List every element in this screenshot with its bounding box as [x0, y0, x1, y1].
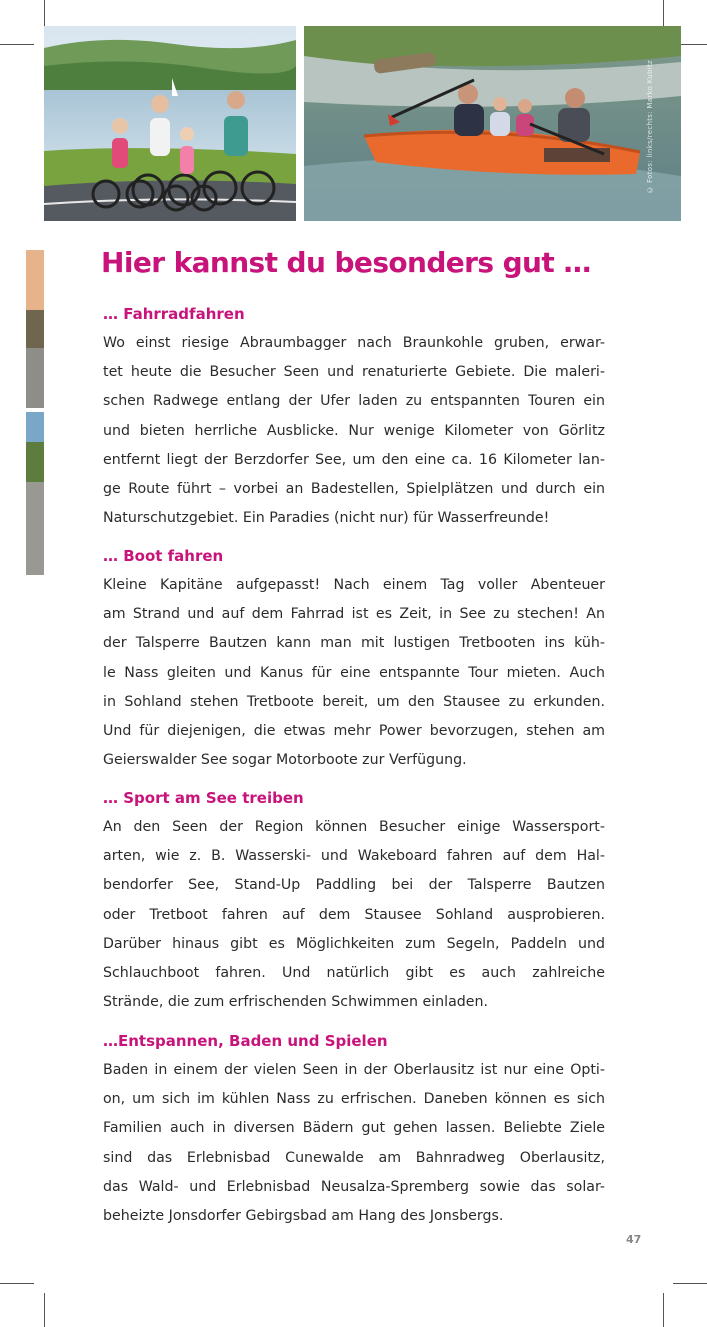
body-text-line: am Strand und auf dem Fahrrad ist es Zeit, in See zu stechen! An — [103, 606, 605, 623]
body-text-line: Wo einst riesige Abraumbagger nach Braunkohle gruben, erwar- — [103, 335, 605, 351]
article-section — [103, 542, 605, 775]
section-heading: …Entspannen, Baden und Spielen — [103, 1032, 388, 1050]
section-heading: … Boot fahren — [103, 547, 224, 565]
crop-mark — [44, 1293, 45, 1327]
body-text-line: An den Seen der Region können Besucher einige Wassersport- — [103, 819, 605, 835]
body-text-line: entfernt liegt der Berzdorfer See, um den eine ca. 16 Kilometer lan- — [103, 451, 605, 468]
body-text-line: Kleine Kapitäne aufgepasst! Nach einem Tag voller Abenteuer — [103, 577, 605, 593]
article-section — [103, 300, 605, 533]
body-text-line: beheizte Jonsdorfer Gebirgsbad am Hang des Jonsbergs. — [103, 1207, 504, 1224]
article-section — [103, 784, 605, 1017]
body-text-line: schen Radwege entlang der Ufer laden zu entspannten Touren ein — [103, 393, 605, 410]
body-text-line: sind das Erlebnisbad Cunewalde am Bahnradweg Oberlausitz, — [103, 1149, 605, 1166]
body-text-line: der Talsperre Bautzen kann man mit lustigen Tretbooten ins küh- — [103, 635, 605, 652]
body-text-line: arten, wie z. B. Wasserski- und Wakeboard fahren auf dem Hal- — [103, 848, 605, 865]
body-text-line: und bieten herrliche Ausblicke. Nur wenige Kilometer von Görlitz — [103, 422, 605, 439]
body-text-line: Familien auch in diversen Bädern gut gehen lassen. Beliebte Ziele — [103, 1120, 605, 1137]
page-title: Hier kannst du besonders gut … — [101, 246, 591, 279]
body-text-line: Naturschutzgebiet. Ein Paradies (nicht nur) für Wasserfreunde! — [103, 510, 550, 527]
side-image-strip — [26, 412, 44, 575]
body-text-line: Darüber hinaus gibt es Möglichkeiten zum Segeln, Paddeln und — [103, 935, 605, 952]
body-text-line: on, um sich im kühlen Nass zu erfrischen. Daneben können es sich — [103, 1091, 605, 1108]
body-text-line: Strände, die zum erfrischenden Schwimmen einladen. — [103, 994, 489, 1011]
photo-credit: © Fotos: links/rechts: Marko Kubitz — [646, 60, 654, 194]
body-text-line: tet heute die Besucher Seen und renaturierte Gebiete. Die maleri- — [103, 364, 605, 381]
section-heading: … Fahrradfahren — [103, 305, 245, 323]
article-section — [103, 1027, 605, 1231]
crop-mark — [673, 1283, 707, 1284]
body-text-line: Und für diejenigen, die etwas mehr Power bevorzugen, stehen am — [103, 722, 605, 739]
canoe-photo — [304, 26, 681, 221]
body-text-line: Baden in einem der vielen Seen in der Oberlausitz ist nur eine Opti- — [103, 1062, 605, 1078]
body-text-line: bendorfer See, Stand-Up Paddling bei der Talsperre Bautzen — [103, 877, 605, 894]
body-text-line: Schlauchboot fahren. Und natürlich gibt es auch zahlreiche — [103, 964, 605, 981]
body-text-line: oder Tretboot fahren auf dem Stausee Sohland ausprobieren. — [103, 906, 605, 923]
crop-mark — [0, 1283, 34, 1284]
section-heading: … Sport am See treiben — [103, 789, 304, 807]
body-text-line: ge Route führt – vorbei an Badestellen, Spielplätzen und durch ein — [103, 480, 605, 497]
side-image-strip — [26, 250, 44, 408]
crop-mark — [663, 1293, 664, 1327]
body-text-line: in Sohland stehen Tretboote bereit, um den Stausee zu erkunden. — [103, 693, 605, 710]
crop-mark — [0, 44, 34, 45]
cycling-photo — [44, 26, 296, 221]
body-text-line: das Wald- und Erlebnisbad Neusalza-Spremberg sowie das solar- — [103, 1178, 605, 1195]
page-number: 47 — [626, 1233, 642, 1246]
body-text-line: le Nass gleiten und Kanus für eine entspannte Tour mieten. Auch — [103, 664, 605, 681]
body-text-line: Geierswalder See sogar Motorboote zur Verfügung. — [103, 752, 467, 769]
